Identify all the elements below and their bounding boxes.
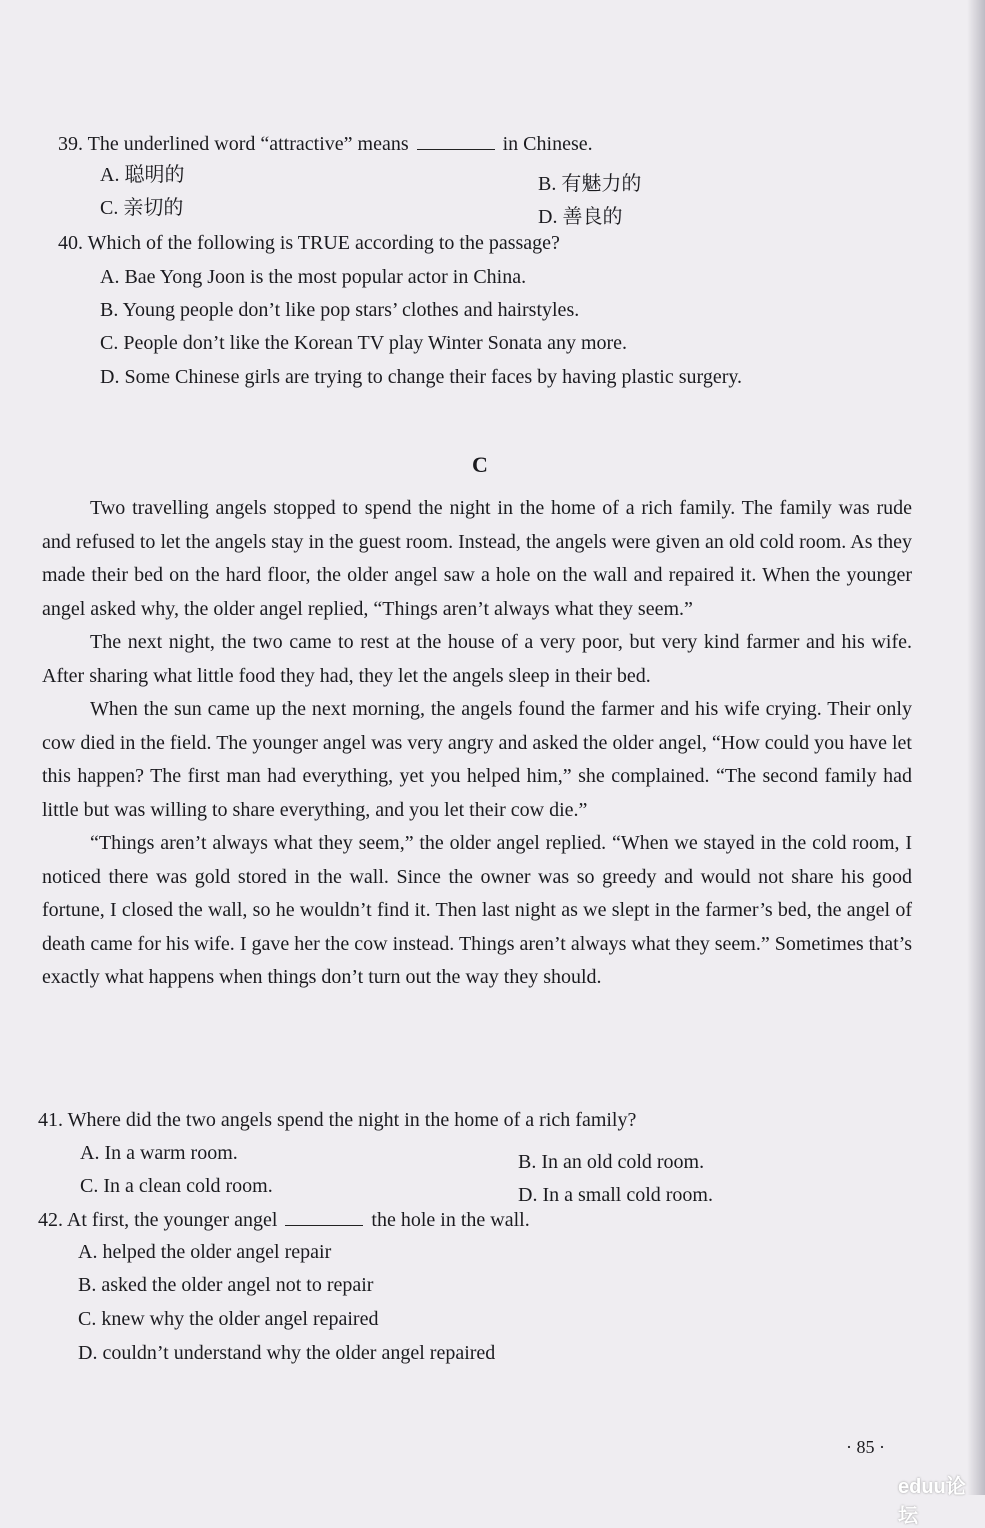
option-42-d: D. couldn’t understand why the older angel repaired [78,1342,496,1364]
option-40-d: D. Some Chinese girls are trying to change their faces by having plastic surgery. [100,366,743,388]
option-42-a: A. helped the older angel repair [78,1241,332,1263]
reading-passage [42,492,912,995]
option-41-d: D. In a small cold room. [518,1184,713,1206]
question-39-stem: 39. The underlined word “attractive” means in Chinese. [58,133,593,155]
option-41-b: B. In an old cold room. [518,1151,705,1173]
option-39-b: B. 有魅力的 [538,173,642,195]
passage-paragraph: Two travelling angels stopped to spend the night in the home of a rich family. The family was rude and refused to let the angels stay in the guest room. Instead, the angels were given an old cold room. As they made their bed on the hard floor, the older angel saw a hole on the wall and repaired it. When the younger angel asked why, the older angel replied, “Things aren’t always what they seem.” [42,497,912,620]
scan-edge-shadow [967,0,985,1495]
option-40-a: A. Bae Yong Joon is the most popular actor in China. [100,266,527,288]
passage-paragraph: When the sun came up the next morning, the angels found the farmer and his wife crying. Their only cow died in the field. The younger angel was very angry and asked the older angel, “How could you have let this happen? The first man had everything, yet you helped him,” she complained. “The second family had little but was willing to share everything, and you let their cow die.” [42,698,912,821]
option-40-b: B. Young people don’t like pop stars’ clothes and hairstyles. [100,299,580,321]
option-39-c: C. 亲切的 [100,197,184,219]
option-41-c: C. In a clean cold room. [80,1175,273,1197]
watermark-logo: eduu论坛 [898,1476,966,1527]
passage-paragraph: “Things aren’t always what they seem,” the older angel replied. “When we stayed in the cold room, I noticed there was gold stored in the wall. Since the owner was so greedy and would not share his good fortune, I closed the wall, so he wouldn’t find it. Then last night as we slept in the farmer’s bed, the angel of death came for his wife. I gave her the cow instead. Things aren’t always what they seem.” Sometimes that’s exactly what happens when things don’t turn out the way they should. [42,832,912,988]
question-number: 42. [38,1209,63,1231]
page-number: · 85 · [846,1437,885,1457]
question-number: 39. [58,133,83,155]
option-39-d: D. 善良的 [538,206,623,228]
option-42-c: C. knew why the older angel repaired [78,1308,379,1330]
question-40-stem: 40. Which of the following is TRUE according to the passage? [58,232,560,254]
option-42-b: B. asked the older angel not to repair [78,1274,374,1296]
question-number: 41. [38,1109,63,1131]
question-number: 40. [58,232,83,254]
option-40-c: C. People don’t like the Korean TV play Winter Sonata any more. [100,332,628,354]
option-41-a: A. In a warm room. [80,1142,238,1164]
answer-blank [285,1211,363,1226]
question-42-stem: 42. At first, the younger angel the hole in the wall. [38,1209,530,1231]
passage-paragraph: The next night, the two came to rest at the house of a very poor, but very kind farmer and his wife. After sharing what little food they had, they let the angels sleep in their bed. [42,631,912,687]
answer-blank [417,135,495,150]
show-through-text [690,150,694,170]
question-41-stem: 41. Where did the two angels spend the night in the home of a rich family? [38,1109,637,1131]
section-heading: C [472,452,488,477]
option-39-a: A. 聪明的 [100,164,185,186]
